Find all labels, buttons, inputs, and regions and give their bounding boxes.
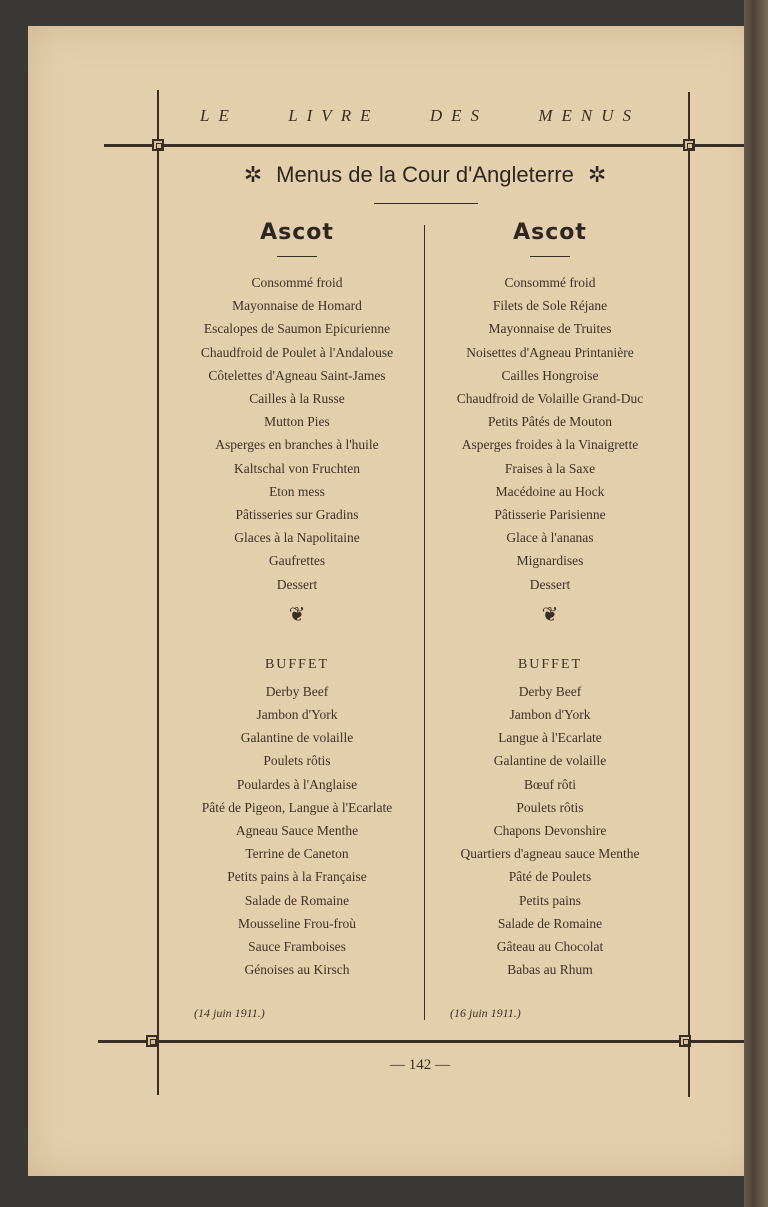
star-ornament-icon: ✲ [243, 162, 263, 187]
book-spine [744, 0, 768, 1207]
buffet-item: Salade de Romaine [497, 915, 603, 931]
menu-item: Cailles à la Russe [249, 391, 345, 407]
menu-heading: Ascot [513, 220, 587, 245]
buffet-item: Salade de Romaine [244, 892, 350, 908]
menu-item: Chaudfroid de Poulet à l'Andalouse [200, 344, 394, 360]
menu-item: Asperges en branches à l'huile [215, 437, 379, 453]
menu-item: Mayonnaise de Homard [232, 298, 362, 314]
running-head-word: LE [200, 106, 238, 125]
buffet-item: Poulets rôtis [516, 799, 584, 815]
title-underline [374, 203, 478, 204]
menu-column-right [430, 220, 670, 981]
menu-item: Gaufrettes [268, 553, 326, 569]
buffet-item: Pâté de Poulets [508, 869, 592, 885]
menu-item: Asperges froides à la Vinaigrette [461, 437, 639, 453]
buffet-item: Langue à l'Ecarlate [498, 730, 602, 746]
buffet-item: Terrine de Caneton [245, 846, 349, 862]
running-head-word: LIVRE [288, 106, 380, 125]
heading-rule [530, 256, 570, 257]
corner-ornament-top-right [683, 139, 695, 151]
running-head-word: MENUS [538, 106, 640, 125]
menu-item: Escalopes de Saumon Epicurienne [203, 321, 391, 337]
corner-ornament-top-left [152, 139, 164, 151]
buffet-item: Chapons Devonshire [493, 823, 607, 839]
star-ornament-icon: ✲ [587, 162, 607, 187]
buffet-item: Agneau Sauce Menthe [235, 823, 359, 839]
buffet-item: Poulardes à l'Anglaise [236, 776, 358, 792]
buffet-item: Bœuf rôti [523, 776, 577, 792]
buffet-item: Mousseline Frou-froù [237, 915, 357, 931]
buffet-item: Poulets rôtis [263, 753, 331, 769]
running-head-word: DES [429, 106, 488, 125]
buffet-item: Derby Beef [265, 683, 329, 699]
menu-item: Pâtisserie Parisienne [494, 507, 606, 523]
buffet-item: Galantine de volaille [493, 753, 607, 769]
buffet-item: Jambon d'York [509, 707, 591, 723]
menu-item: Petits Pâtés de Mouton [487, 414, 613, 430]
menu-item: Consommé froid [504, 275, 596, 290]
menu-date-right: (16 juin 1911.) [450, 1006, 521, 1020]
leaf-ornament-icon: ❦ [288, 603, 306, 626]
page-title [160, 162, 690, 188]
bottom-frame-rule [98, 1040, 744, 1043]
menu-item: Mayonnaise de Truites [488, 321, 612, 337]
buffet-item: Derby Beef [518, 683, 582, 699]
menu-item: Noisettes d'Agneau Printanière [466, 344, 634, 360]
title-text: Menus de la Cour d'Angleterre [276, 162, 574, 187]
corner-ornament-bottom-left [146, 1035, 158, 1047]
menu-item: Pâtisseries sur Gradins [235, 507, 359, 523]
menu-item: Côtelettes d'Agneau Saint-James [208, 367, 386, 383]
buffet-item: Pâté de Pigeon, Langue à l'Ecarlate [201, 799, 393, 815]
left-frame-rule [157, 90, 159, 1095]
buffet-heading: BUFFET [517, 656, 583, 672]
buffet-item: Petits pains à la Française [227, 869, 367, 885]
menu-item: Chaudfroid de Volaille Grand-Duc [456, 391, 644, 407]
buffet-item: Babas au Rhum [507, 962, 593, 978]
menu-date-left: (14 juin 1911.) [194, 1006, 265, 1020]
buffet-item: Petits pains [519, 892, 581, 908]
menu-heading: Ascot [260, 220, 334, 245]
menu-item: Mutton Pies [264, 414, 330, 430]
menu-column-left [177, 220, 417, 981]
leaf-ornament-icon: ❦ [541, 603, 559, 626]
running-head [200, 106, 640, 126]
menu-item: Cailles Hongroise [501, 367, 599, 383]
menu-item: Fraises à la Saxe [504, 460, 596, 476]
buffet-item: Quartiers d'agneau sauce Menthe [460, 846, 640, 862]
menu-item: Glaces à la Napolitaine [234, 530, 360, 546]
menu-item: Glace à l'ananas [506, 530, 594, 546]
menu-item: Eton mess [269, 483, 325, 499]
menu-item: Filets de Sole Réjane [492, 298, 608, 314]
menu-item: Macédoine au Hock [495, 483, 605, 499]
corner-ornament-bottom-right [679, 1035, 691, 1047]
buffet-item: Galantine de volaille [240, 730, 354, 746]
menu-item: Dessert [276, 576, 318, 592]
top-frame-rule [104, 144, 744, 147]
buffet-item: Jambon d'York [256, 707, 338, 723]
right-frame-rule [688, 92, 690, 1097]
buffet-heading: BUFFET [264, 656, 330, 672]
center-divider-rule [424, 225, 425, 1020]
buffet-item: Génoises au Kirsch [244, 962, 350, 978]
menu-item: Consommé froid [251, 275, 343, 290]
heading-rule [277, 256, 317, 257]
menu-item: Dessert [529, 576, 571, 592]
buffet-item: Gâteau au Chocolat [496, 939, 604, 955]
page-number: — 142 — [390, 1057, 450, 1073]
menu-item: Mignardises [516, 553, 584, 569]
buffet-item: Sauce Framboises [248, 939, 346, 955]
menu-item: Kaltschal von Fruchten [234, 460, 360, 476]
